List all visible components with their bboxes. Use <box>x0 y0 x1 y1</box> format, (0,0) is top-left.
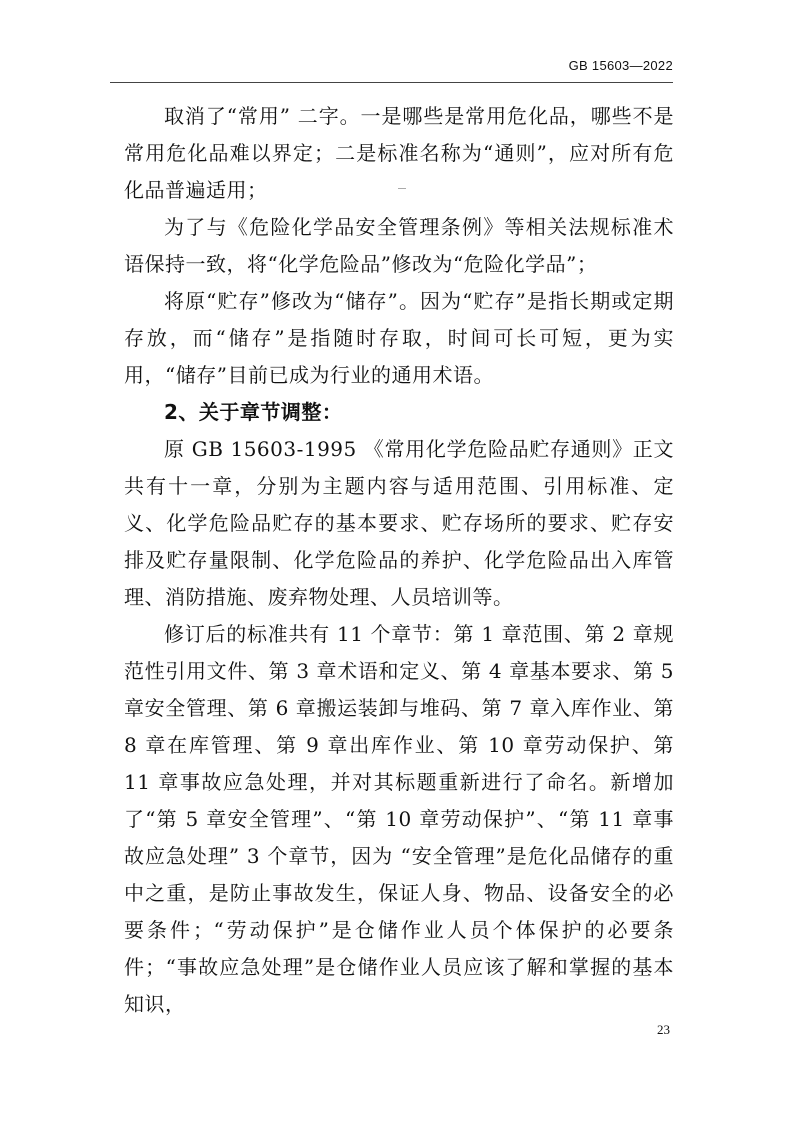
standard-code: GB 15603—2022 <box>568 58 673 73</box>
paragraph-4: 原 GB 15603-1995 《常用化学危险品贮存通则》正文共有十一章，分别为主题内容与适用范围、引用标准、定义、化学危险品贮存的基本要求、贮存场所的要求、贮存安排及贮存量限制、化学危险品的养护、化学危险品出入库管理、消防措施、废弃物处理、人员培训等。 <box>124 437 674 609</box>
document-body <box>124 98 674 1023</box>
header-rule <box>110 82 673 83</box>
paragraph-3: 将原“贮存”修改为“储存”。因为“贮存”是指长期或定期存放，而“储存”是指随时存取，时间可长可短，更为实用，“储存”目前已成为行业的通用术语。 <box>124 289 674 387</box>
section-heading: 2、关于章节调整： <box>164 400 343 424</box>
paragraph-5: 修订后的标准共有 11 个章节：第 1 章范围、第 2 章规范性引用文件、第 3 章术语和定义、第 4 章基本要求、第 5 章安全管理、第 6 章搬运装卸与堆码、第 7 章入库作业、第 8 章在库管理、第 9 章出库作业、第 10 章劳动保护、第 11 章事故应急处理，并对其标题重新进行了命名。新增加了“第 5 章安全管理”、“第 10 章劳动保护”、“第 11 章事故应急处理” 3 个章节，因为 “安全管理”是危化品储存的重中之重，是防止事故发生，保证人身、物品、设备安全的必要条件；“劳动保护”是仓储作业人员个体保护的必要条件；“事故应急处理”是仓储作业人员应该了解和掌握的基本知识， <box>124 622 674 1016</box>
paragraph-1: 取消了“常用” 二字。一是哪些是常用危化品，哪些不是常用危化品难以界定；二是标准名称为“通则”，应对所有危化品普遍适用； <box>124 104 674 202</box>
paragraph-2: 为了与《危险化学品安全管理条例》等相关法规标准术语保持一致，将“化学危险品”修改为“危险化学品”； <box>124 215 674 276</box>
page-number: 23 <box>657 1022 670 1037</box>
